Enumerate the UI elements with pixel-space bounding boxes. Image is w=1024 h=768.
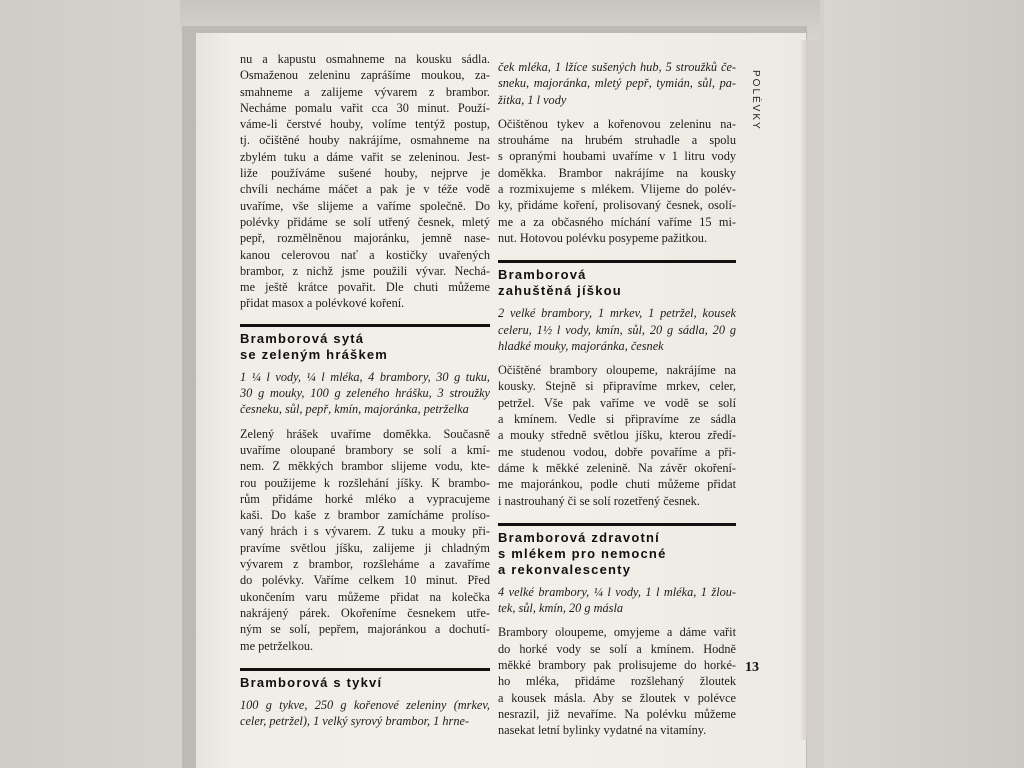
- text-line: ukončením varu můžeme přidat na kolečka: [240, 589, 490, 604]
- text-line: pravíme světlou jíšku, zalijeme ji chladným: [240, 540, 490, 555]
- text-line: petržel. Vše pak vaříme ve vodě se solí: [498, 395, 736, 410]
- text-line: ho mléka, přidáme rozšlehaný žloutek: [498, 674, 736, 689]
- text-line: chvíli necháme máčet a pak je v téže vodě: [240, 182, 490, 197]
- heading-rule: [240, 324, 490, 327]
- text-line: doměkka. Brambor nakrájíme na kousky: [498, 165, 736, 180]
- text-line: hladké mouky, majoránka, česnek: [498, 338, 664, 353]
- text-line: a mouky středně světlou jíšku, kterou zředí-: [498, 428, 736, 443]
- text-line: dáme k měkké zelenině. Na závěr okoření-: [498, 460, 736, 475]
- text-line: ky, přidáme koření, prolisovaný česnek, osolí-: [498, 198, 736, 213]
- text-line: smahneme a zalijeme vývarem z brambor.: [240, 84, 490, 99]
- text-line: uvaříme, vše slijeme a vaříme společně. Do: [240, 198, 490, 213]
- text-line: liže používáme sušené houby, nejprve je: [240, 166, 490, 181]
- text-line: a rozmixujeme s mlékem. Vlijeme do polév-: [498, 182, 736, 197]
- text-line: tek, sůl, kmín, 20 g másla: [498, 601, 624, 616]
- ingredients: [240, 369, 490, 418]
- text-line: 30 g mouky, 100 g zeleného hrášku, 3 stroužky: [240, 386, 490, 401]
- recipe-body: [498, 116, 736, 246]
- left-column: [240, 51, 490, 729]
- text-line: zbylém tuku a dáme vařit se zeleninou. Jest-: [240, 149, 490, 164]
- text-line: sneku, majoránka, mletý pepř, tymián, sůl, pa-: [498, 76, 736, 91]
- text-line: do horké vody se solí a kmínem. Hodně: [498, 641, 736, 656]
- text-line: strouháme na hrubém struhadle a spolu: [498, 133, 736, 148]
- text-line: rou použijeme k rozšlehání jíšky. K brambo-: [240, 475, 490, 490]
- page-number: 13: [745, 660, 759, 675]
- text-line: nasekat letní bylinky vydatné na vitamíny.: [498, 723, 707, 738]
- text-line: žitka, 1 l vody: [498, 92, 567, 107]
- recipe-title-bramborova-s-tykvi: [240, 675, 490, 691]
- section-label: POLÉVKY: [750, 70, 761, 131]
- text-line: me ještě krátce povařit. Dle chuti můžeme: [240, 280, 490, 295]
- text-line: celeru, 1½ l vody, kmín, sůl, 20 g sádla, 20 g: [498, 322, 736, 337]
- heading-rule: [240, 668, 490, 671]
- text-line: Osmaženou zeleninu zaprášíme moukou, za-: [240, 68, 490, 83]
- recipe-body: [498, 624, 736, 738]
- right-column: [498, 59, 736, 739]
- text-line: váme-li čerstvé houby, volíme tentýž postup,: [240, 117, 490, 132]
- title-line: zahuštěná jíškou: [498, 283, 622, 299]
- text-line: Očištěnou tykev a kořenovou zeleninu na-: [498, 116, 736, 131]
- text-line: kousky. Stejně si připravíme mrkev, celer,: [498, 379, 736, 394]
- text-line: nem. Z měkkých brambor slijeme vodu, kte-: [240, 459, 490, 474]
- text-line: me a za občasného míchání vaříme 15 mi-: [498, 214, 736, 229]
- title-line: se zeleným hráškem: [240, 346, 389, 362]
- title-line: s mlékem pro nemocné: [498, 545, 667, 561]
- title-line: Bramborová: [498, 267, 587, 283]
- text-line: me majoránkou, podle chuti můžeme přidat: [498, 477, 736, 492]
- recipe-body: [240, 426, 490, 654]
- heading-rule: [498, 260, 736, 263]
- text-line: kanou celerovou nať a kostičky uvařených: [240, 247, 490, 262]
- text-line: Očištěné brambory oloupeme, nakrájíme na: [498, 363, 736, 378]
- text-line: 100 g tykve, 250 g kořenové zeleniny (mrkev,: [240, 697, 490, 712]
- text-line: vývarem z brambor, rozšleháme a zavaříme: [240, 557, 490, 572]
- heading-rule: [498, 523, 736, 526]
- text-line: Necháme pomalu vařit cca 30 minut. Použí-: [240, 100, 490, 115]
- recipe-body: [498, 362, 736, 509]
- title-line: a rekonvalescenty: [498, 561, 632, 577]
- text-line: Brambory oloupeme, omyjeme a dáme vařit: [498, 625, 736, 640]
- recipe-title-bramborova-syta: [240, 331, 490, 363]
- intro-text: [240, 51, 490, 312]
- text-line: brambor, z nichž jsme použili vývar. Nechá-: [240, 263, 490, 278]
- text-line: vaný hrách i s vývarem. Z tuku a mouky při-: [240, 524, 490, 539]
- text-line: 2 velké brambory, 1 mrkev, 1 petržel, kousek: [498, 306, 736, 321]
- text-line: rům přidáme horké mléko a vypracujeme: [240, 491, 490, 506]
- ingredients: [240, 697, 490, 730]
- text-line: kaši. Do kaše z brambor zamícháme prolíso-: [240, 508, 490, 523]
- recipe-title-bramborova-zdravotni: [498, 530, 736, 578]
- page-edge: [800, 40, 808, 740]
- text-line: česneku, sůl, pepř, kmín, majoránka, petrželka: [240, 402, 469, 417]
- text-line: 1 ¼ l vody, ¼ l mléka, 4 brambory, 30 g tuku,: [240, 369, 490, 384]
- text-line: me petrželkou.: [240, 638, 314, 653]
- title-line: Bramborová zdravotní: [498, 529, 660, 545]
- text-line: ček mléka, 1 lžíce sušených hub, 5 stroužků če-: [498, 60, 736, 74]
- text-line: přidat masox a polévkové koření.: [240, 296, 405, 311]
- text-line: uvaříme oloupané brambory se solí a kmí-: [240, 442, 490, 457]
- text-line: nesrazil, již nevaříme. Na polévku můžeme: [498, 706, 736, 721]
- text-line: s opranými houbami uvaříme v 1 litru vody: [498, 149, 736, 164]
- text-line: ným se solí, pepřem, majoránkou a dochutí-: [240, 622, 490, 637]
- text-line: 4 velké brambory, ¼ l vody, 1 l mléka, 1 žlou-: [498, 584, 736, 599]
- recipe-title-bramborova-zahustena: [498, 267, 736, 299]
- text-line: nu a kapustu osmahneme na kousku sádla.: [240, 52, 490, 66]
- title-line: Bramborová s tykví: [240, 674, 383, 690]
- text-line: i nastrouhaný či se solí rozetřený česnek.: [498, 493, 700, 508]
- ingredients-continued: [498, 59, 736, 108]
- text-line: do polévky. Vaříme celkem 10 minut. Před: [240, 573, 490, 588]
- text-line: me studenou vodou, dobře povaříme a při-: [498, 444, 736, 459]
- title-line: Bramborová sytá: [240, 330, 365, 346]
- text-line: tj. očištěné houby nakrájíme, osmahneme na: [240, 133, 490, 148]
- background-right: [824, 0, 1024, 768]
- text-line: celer, petržel), 1 velký syrový brambor, 1 hrne-: [240, 714, 470, 729]
- ingredients: [498, 305, 736, 354]
- text-line: a kousek másla. Aby se žloutek v polévce: [498, 690, 736, 705]
- ingredients: [498, 584, 736, 617]
- text-line: polévky přidáme se solí utřený česnek, mletý: [240, 214, 490, 229]
- text-line: pepř, rozmělněnou majoránku, jemně nase-: [240, 231, 490, 246]
- background-left: [0, 0, 185, 768]
- text-line: nut. Hotovou polévku posypeme pažitkou.: [498, 230, 708, 245]
- text-line: Zelený hrášek uvaříme doměkka. Současně: [240, 426, 490, 441]
- text-line: měkké brambory pak prolisujeme do horké-: [498, 658, 736, 673]
- text-line: a kmínem. Vedle si připravíme ze sádla: [498, 412, 736, 427]
- text-line: nakrájený párek. Okořeníme česnekem utře-: [240, 605, 490, 620]
